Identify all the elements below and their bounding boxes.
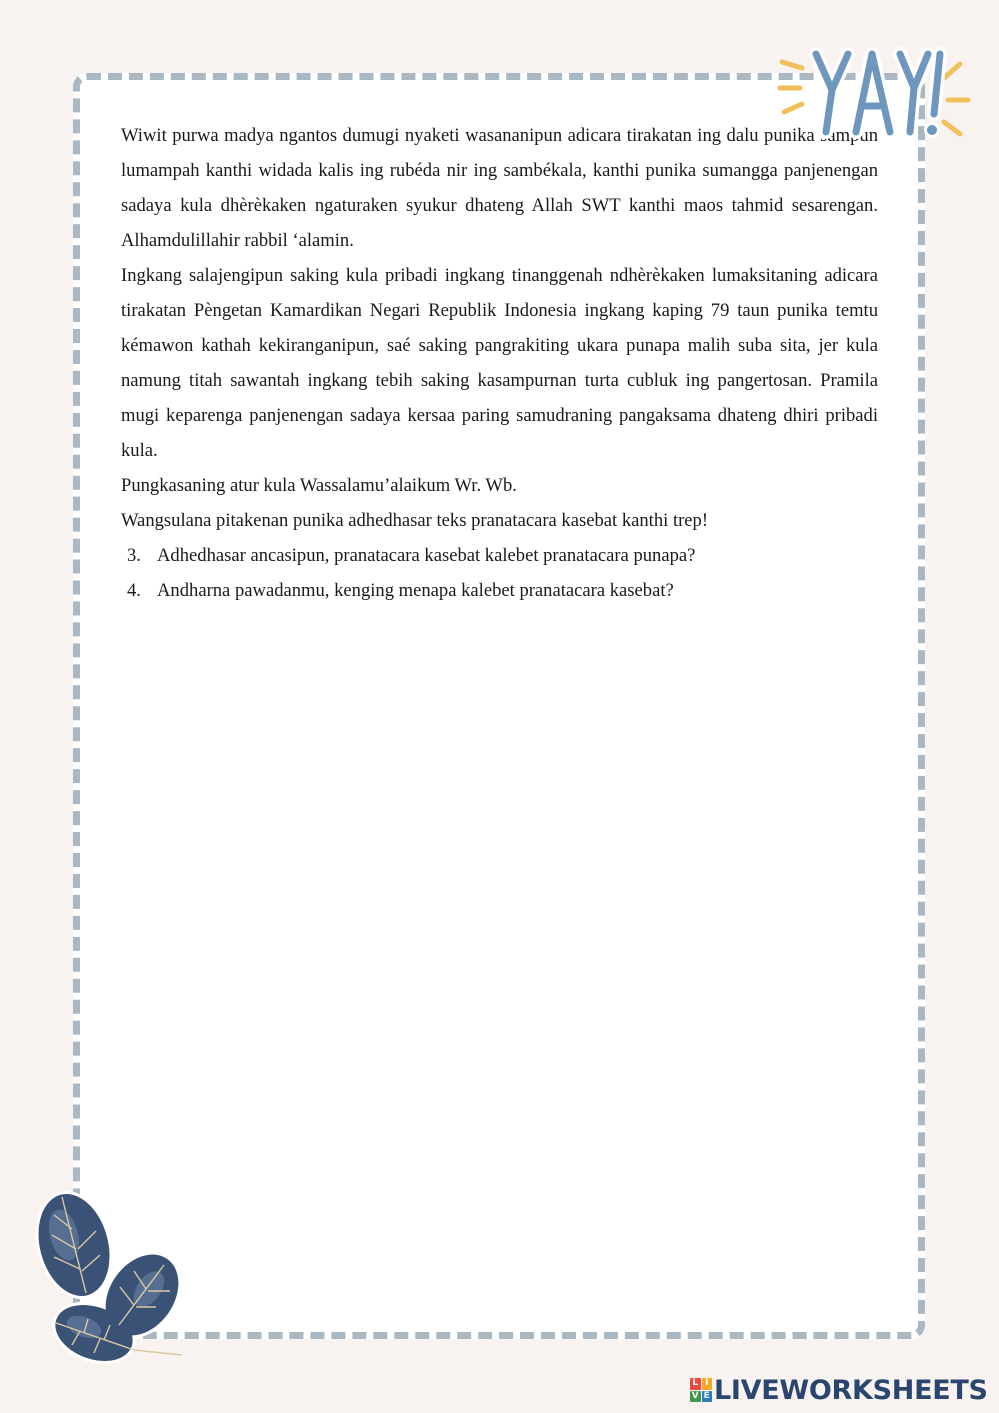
instruction-text: Wangsulana pitakenan punika adhedhasar teks pranatacara kasebat kanthi trep! (121, 510, 709, 531)
question-number: 4. (127, 580, 141, 601)
logo-letter: E (702, 1391, 713, 1403)
logo-letter: I (702, 1378, 713, 1390)
question-item (121, 573, 878, 608)
logo-letter: L (690, 1378, 701, 1390)
question-text: Adhedhasar ancasipun, pranatacara kasebat kalebet pranatacara punapa? (157, 545, 696, 566)
question-item (121, 538, 878, 573)
yay-sticker-icon (772, 40, 977, 150)
paragraph-closing: Pungkasaning atur kula Wassalamu’alaikum Wr. Wb. (121, 475, 517, 496)
question-text: Andharna pawadanmu, kenging menapa kalebet pranatacara kasebat? (157, 580, 674, 601)
paragraph-apology: Ingkang salajengipun saking kula pribadi ingkang tinanggenah ndhèrèkaken lumaksitaning adicara tirakatan Pèngetan Kamardikan Negari Republik Indonesia ingkang kaping 79 taun punika temtu kémawon kathah kekiranganipun, saé saking pangrakiting ukara punapa malih suba sita, jer kula namung titah sawantah ingkang tebih saking kasampurnan turta cubluk ing pangertosan. Pramila mugi keparenga panjenengan sadaya kersaa paring samudraning pangaksama dhateng dhiri pribadi kula. (121, 265, 878, 461)
logo-letter: V (691, 1390, 699, 1401)
sticker-text: YAY! (772, 40, 775, 41)
paragraph-opening: Wiwit purwa madya ngantos dumugi nyaketi wasananipun adicara tirakatan ing dalu punika sampun lumampah kanthi widada kalis ing rubéda nir ing sambékala, kanthi punika sumangga panjenengan sadaya kula dhèrèkaken ngaturaken syukur dhateng Allah SWT kanthi maos tahmid sesarengan. Alhamdulillahir rabbil ‘alamin. (121, 125, 878, 251)
liveworksheets-logo[interactable] (690, 1372, 990, 1408)
question-list (121, 538, 878, 608)
brand-name: LIVEWORKSHEETS (714, 1374, 988, 1406)
leaves-icon (24, 1185, 194, 1370)
question-number: 3. (127, 545, 141, 566)
liveworksheets-logo-icon (690, 1378, 712, 1402)
document-body (121, 118, 878, 608)
